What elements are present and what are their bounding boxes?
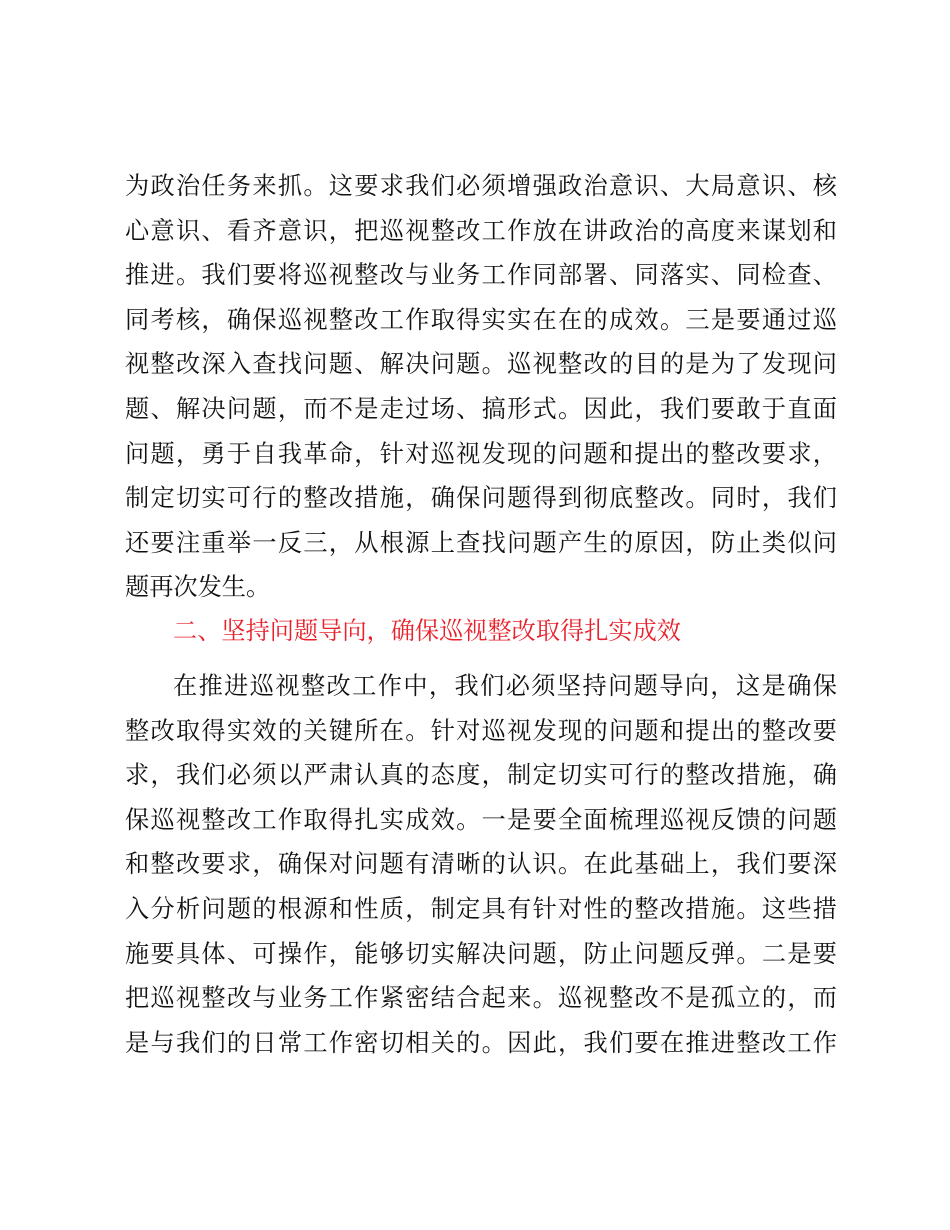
paragraph-line: 同考核，确保巡视整改工作取得实实在在的成效。三是要通过巡 xyxy=(125,305,837,334)
paragraph-line: 整改取得实效的关键所在。针对巡视发现的问题和提出的整改要 xyxy=(125,716,837,745)
paragraph-line: 入分析问题的根源和性质，制定具有针对性的整改措施。这些措 xyxy=(125,894,837,923)
paragraph-line: 心意识、看齐意识，把巡视整改工作放在讲政治的高度来谋划和 xyxy=(125,216,837,245)
paragraph-line: 还要注重举一反三，从根源上查找问题产生的原因，防止类似问 xyxy=(125,528,837,557)
paragraph-line: 视整改深入查找问题、解决问题。巡视整改的目的是为了发现问 xyxy=(125,350,837,379)
paragraph-line: 保巡视整改工作取得扎实成效。一是要全面梳理巡视反馈的问题 xyxy=(125,805,837,834)
paragraph-line: 是与我们的日常工作密切相关的。因此，我们要在推进整改工作 xyxy=(125,1028,837,1057)
paragraph-line: 施要具体、可操作，能够切实解决问题，防止问题反弹。二是要 xyxy=(125,939,837,968)
body-paragraph-1 xyxy=(125,164,837,610)
paragraph-line: 为政治任务来抓。这要求我们必须增强政治意识、大局意识、核 xyxy=(125,172,837,200)
paragraph-line: 问题，勇于自我革命，针对巡视发现的问题和提出的整改要求， xyxy=(125,439,837,468)
paragraph-line: 把巡视整改与业务工作紧密结合起来。巡视整改不是孤立的，而 xyxy=(125,984,837,1013)
body-paragraph-2 xyxy=(125,664,837,1065)
paragraph-line: 和整改要求，确保对问题有清晰的认识。在此基础上，我们要深 xyxy=(125,850,837,879)
paragraph-line: 求，我们必须以严肃认真的态度，制定切实可行的整改措施，确 xyxy=(125,761,837,790)
paragraph-line: 制定切实可行的整改措施，确保问题得到彻底整改。同时，我们 xyxy=(125,484,837,513)
section-heading: 二、坚持问题导向，确保巡视整改取得扎实成效 xyxy=(173,617,681,645)
paragraph-line: 推进。我们要将巡视整改与业务工作同部署、同落实、同检查、 xyxy=(125,261,837,290)
section-heading-block xyxy=(125,609,837,654)
paragraph-line: 题、解决问题，而不是走过场、搞形式。因此，我们要敢于直面 xyxy=(125,394,837,423)
paragraph-line: 题再次发生。 xyxy=(125,573,271,602)
paragraph-line: 在推进巡视整改工作中，我们必须坚持问题导向，这是确保 xyxy=(173,672,837,700)
